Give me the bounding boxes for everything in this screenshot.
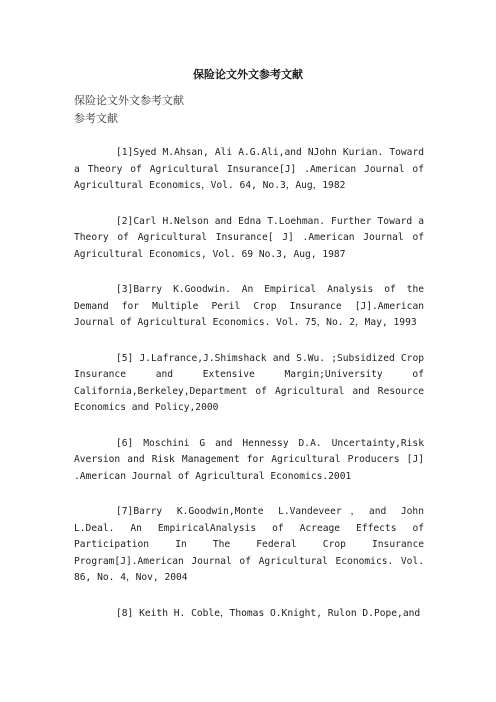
reference-item: [1]Syed M.Ahsan, Ali A.G.Ali,and NJohn Kurian. Toward a Theory of Agricultural Insurance[J] .American Journal of Agricultural Economics，Vol. 64, No.3，Aug，1982 <box>74 147 424 191</box>
reference-item: [8] Keith H. Coble，Thomas O.Knight, Rulon D.Pope,and <box>116 607 421 619</box>
document-subtitle: 保险论文外文参考文献 <box>74 94 184 107</box>
reference-item: [6] Moschini G and Hennessy D.A. Uncertainty,Risk Aversion and Risk Management for Agricultural Producers [J] .American Journal of Agricultural Economics.2001 <box>74 437 424 482</box>
reference-item: [7]Barry K.Goodwin,Monte L.Vandeveer，and John L.Deal. An EmpiricalAnalysis of Acreage Effects of Participation In The Federal Crop Insurance Program[J].American Journal of Agricultural Economics. Vol. 86, No. 4，Nov, 2004 <box>74 506 424 583</box>
document-title: 保险论文外文参考文献 <box>193 68 303 81</box>
reference-list <box>74 145 424 641</box>
section-label: 参考文献 <box>74 112 118 125</box>
reference-item: [5] J.Lafrance,J.Shimshack and S.Wu. ;Subsidized Crop Insurance and Extensive Margin;University of California,Berkeley,Department of Agricultural and Resource Economics and Policy,2000 <box>74 352 424 413</box>
reference-item: [2]Carl H.Nelson and Edna T.Loehman. Further Toward a Theory of Agricultural Insurance[ J] .American Journal of Agricultural Economics, Vol. 69 No.3, Aug, 1987 <box>74 215 424 260</box>
reference-item: [3]Barry K.Goodwin. An Empirical Analysis of the Demand for Multiple Peril Crop Insurance [J].American Journal of Agricultural Economics. Vol. 75，No. 2，May, 1993 <box>74 284 424 328</box>
